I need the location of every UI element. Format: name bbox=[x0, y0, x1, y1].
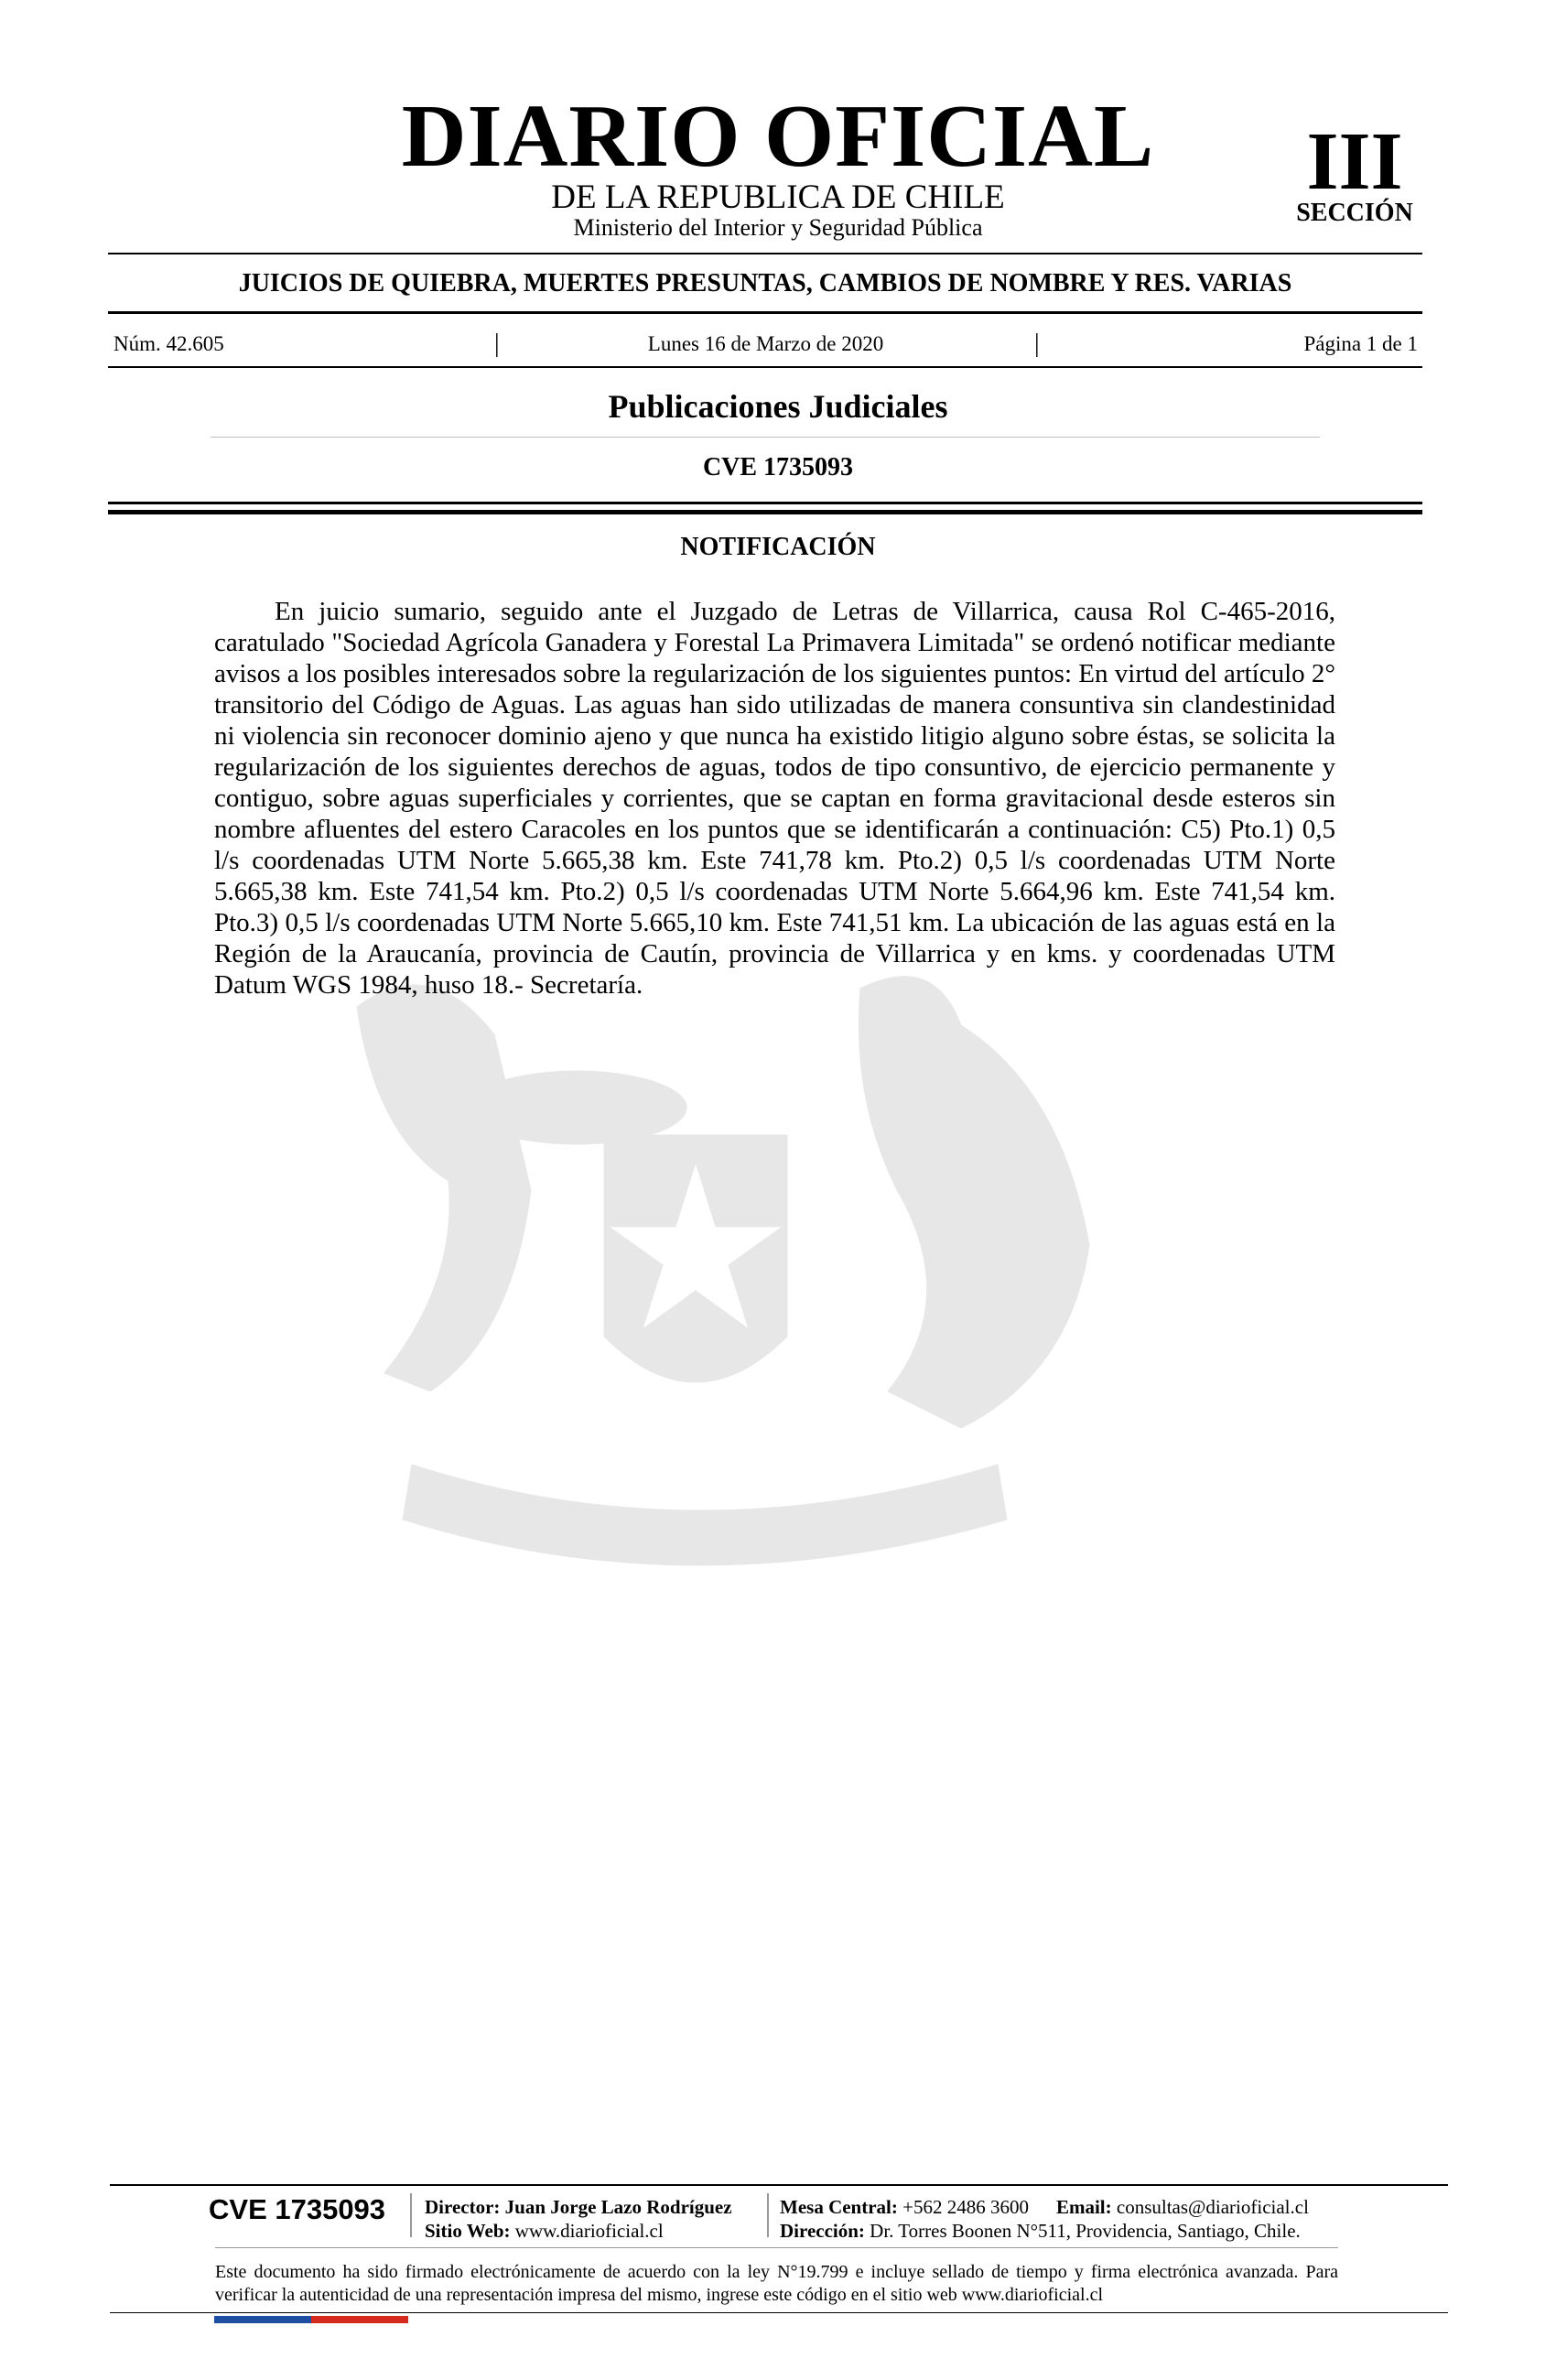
double-rule-bottom bbox=[108, 510, 1422, 514]
publication-divider bbox=[211, 437, 1320, 438]
masthead-title: DIARIO OFICIAL bbox=[401, 87, 1155, 186]
flag-stripe-red bbox=[311, 2316, 408, 2323]
double-rule-top bbox=[108, 502, 1422, 504]
meta-separator: | bbox=[1034, 330, 1040, 358]
notice-body: En juicio sumario, seguido ante el Juzgado de Letras de Villarrica, causa Rol C-465-2016, caratulado "Sociedad Agrícola Ganadera y Forestal La Primavera Limitada" se ordenó notificar mediante avisos a los posibles interesados sobre la regularización de los siguientes puntos: En virtud del artículo 2° transitorio del Código de Aguas. Las aguas han sido utilizadas de manera consuntiva sin clandestinidad ni violencia sin reconocer dominio ajeno y que nunca ha existido litigio alguno sobre éstas, se solicita la regularización de los siguientes derechos de aguas, todos de tipo consuntivo, de ejercicio permanente y contiguo, sobre aguas superficiales y corrientes, que se captan en forma gravitacional desde esteros sin nombre afluentes del estero Caracoles en los puntos que se identificarán a continuación: C5) Pto.1) 0,5 l/s coordenadas UTM Norte 5.665,38 km. Este 741,78 km. Pto.2) 0,5 l/s coordenadas UTM Norte 5.665,38 km. Este 741,54 km. Pto.2) 0,5 l/s coordenadas UTM Norte 5.664,96 km. Este 741,54 km. Pto.3) 0,5 l/s coordenadas UTM Norte 5.665,10 km. Este 741,51 km. La ubicación de las aguas está en la Región de la Araucanía, provincia de Cautín, provincia de Villarrica y en kms. y coordenadas UTM Datum WGS 1984, huso 18.- Secretaría. bbox=[214, 597, 1335, 1000]
issue-number: Núm. 42.605 bbox=[113, 332, 224, 355]
website-link[interactable]: www.diarioficial.cl bbox=[514, 2220, 664, 2242]
masthead-subtitle: DE LA REPUBLICA DE CHILE bbox=[551, 178, 1005, 216]
condor-shape bbox=[859, 977, 1089, 1428]
meta-rule bbox=[108, 366, 1422, 368]
director-value: Juan Jorge Lazo Rodríguez bbox=[504, 2196, 732, 2218]
meta-separator: | bbox=[494, 330, 500, 358]
footer-rule-mid bbox=[215, 2247, 1338, 2248]
footer-divider bbox=[410, 2193, 412, 2237]
phone-value: +562 2486 3600 bbox=[902, 2196, 1029, 2218]
section-label: SECCIÓN bbox=[1296, 199, 1413, 227]
masthead-ministry: Ministerio del Interior y Seguridad Pública bbox=[573, 214, 983, 241]
page-indicator: Página 1 de 1 bbox=[1303, 332, 1418, 355]
top-rule bbox=[108, 253, 1422, 254]
website-label: Sitio Web: bbox=[425, 2220, 511, 2242]
publication-cve: CVE 1735093 bbox=[702, 453, 854, 481]
email-label: Email: bbox=[1055, 2196, 1112, 2218]
notice-title: NOTIFICACIÓN bbox=[680, 533, 876, 561]
publication-category: Publicaciones Judiciales bbox=[608, 388, 948, 425]
flag-stripe-blue bbox=[214, 2316, 311, 2323]
footer-rule-bottom bbox=[110, 2312, 1448, 2313]
address-label: Dirección: bbox=[780, 2220, 865, 2242]
footer-cve: CVE 1735093 bbox=[209, 2193, 386, 2225]
director-label: Director: bbox=[425, 2196, 501, 2218]
motto-ribbon-shape bbox=[403, 1465, 1007, 1565]
footer-director-block bbox=[425, 2195, 732, 2243]
footer-rule bbox=[110, 2184, 1448, 2186]
address-value: Dr. Torres Boonen N°511, Providencia, Santiago, Chile. bbox=[870, 2220, 1301, 2242]
issue-date: Lunes 16 de Marzo de 2020 bbox=[647, 332, 884, 355]
footer-contact-block bbox=[780, 2195, 1309, 2243]
heading-rule bbox=[108, 311, 1422, 314]
coat-of-arms-watermark-icon bbox=[302, 952, 1272, 1648]
section-heading: JUICIOS DE QUIEBRA, MUERTES PRESUNTAS, CAMBIOS DE NOMBRE Y RES. VARIAS bbox=[238, 269, 1292, 298]
huemul-shape bbox=[357, 985, 531, 1391]
footer-divider bbox=[767, 2193, 769, 2237]
section-number: III bbox=[1306, 116, 1403, 207]
email-link[interactable]: consultas@diarioficial.cl bbox=[1116, 2196, 1309, 2218]
phone-label: Mesa Central: bbox=[780, 2196, 898, 2218]
footer-legal-text: Este documento ha sido firmado electrónicamente de acuerdo con la ley N°19.799 e incluye sellado de tiempo y firma electrónica avanzada. Para verificar la autenticidad de una representación impresa del mismo, ingrese este código en el sitio web www.diarioficial.cl bbox=[215, 2262, 1338, 2305]
